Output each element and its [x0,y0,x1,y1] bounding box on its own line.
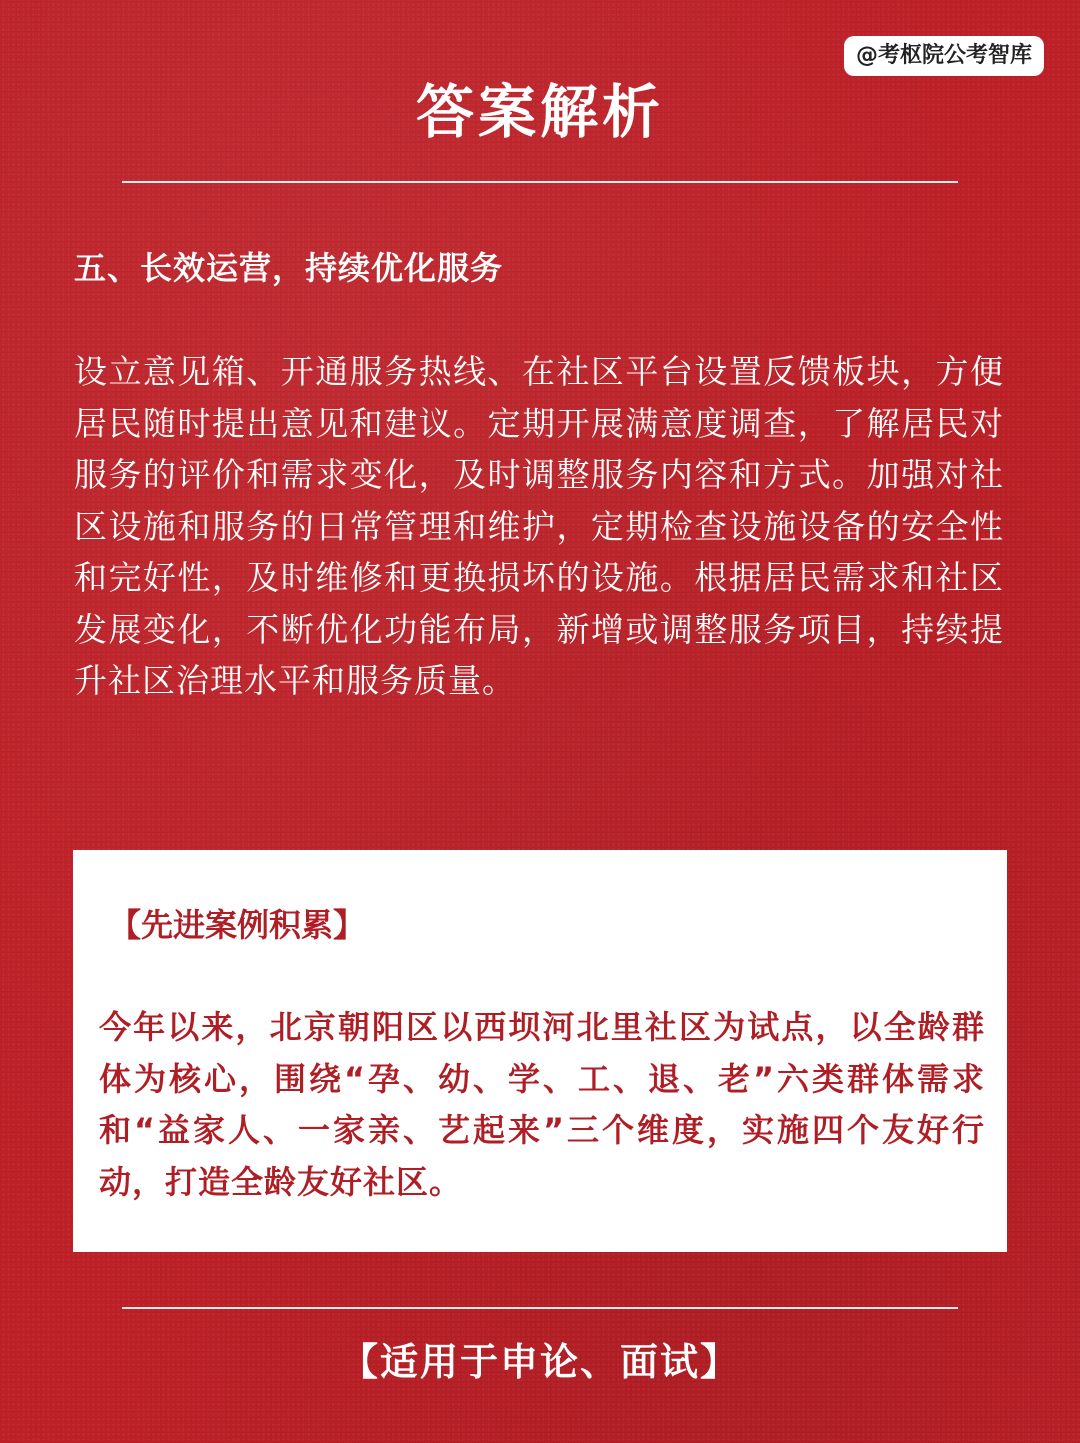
case-card [73,850,1007,1252]
watermark-badge: @考枢院公考智库 [844,36,1044,76]
case-body: 今年以来，北京朝阳区以西坝河北里社区为试点，以全龄群体为核心，围绕“孕、幼、学、工、退、老”六类群体需求和“益家人、一家亲、艺起来”三个维度，实施四个友好行动，打造全龄友好社区。 [99,1008,985,1201]
page-title: 答案解析 [415,78,664,146]
section-body: 设立意见箱、开通服务热线、在社区平台设置反馈板块，方便居民随时提出意见和建议。定期开展满意度调查，了解居民对服务的评价和需求变化，及时调整服务内容和方式。加强对社区设施和服务的日常管理和维护，定期检查设施设备的安全性和完好性，及时维修和更换损坏的设施。根据居民需求和社区发展变化，不断优化功能布局，新增或调整服务项目，持续提升社区治理水平和服务质量。 [74,352,1004,700]
top-divider [122,181,958,183]
case-heading: 【先进案例积累】 [109,906,366,944]
footer-note: 【适用于申论、面试】 [339,1339,740,1384]
section-heading: 五、长效运营，持续优化服务 [74,249,504,287]
bottom-divider [122,1307,958,1309]
